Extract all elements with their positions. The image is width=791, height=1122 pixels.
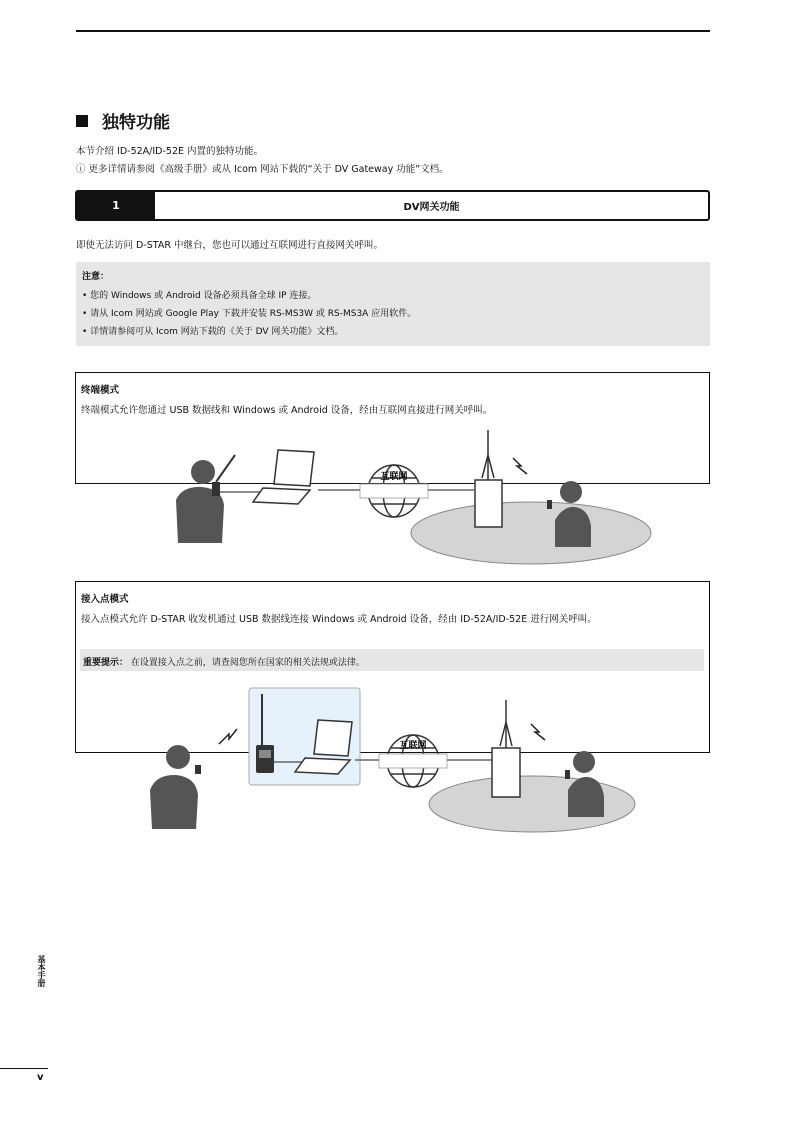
laptop-icon xyxy=(253,450,314,504)
internet-label-bg xyxy=(360,484,428,498)
section-label: DV网关功能 xyxy=(403,202,460,213)
coverage-area xyxy=(429,776,635,832)
terminal-mode-title: 终端模式 xyxy=(81,385,120,396)
signal-icon xyxy=(531,724,545,740)
access-point-body: 接入点模式允许 D-STAR 收发机通过 USB 数据线连接 Windows 或 Android 设备，经由 ID-52A/ID-52E 进行网关呼叫。 xyxy=(81,614,597,625)
access-point-diagram xyxy=(150,688,635,832)
access-point-title: 接入点模式 xyxy=(81,594,129,605)
operator-person-icon xyxy=(176,455,235,543)
page-number: v xyxy=(37,1072,44,1083)
section-lead: 即使无法访问 D-STAR 中继台，您也可以通过互联网进行直接网关呼叫。 xyxy=(76,240,383,251)
important-label: 重要提示： xyxy=(83,658,129,668)
coverage-area xyxy=(411,502,651,564)
terminal-diagram xyxy=(176,430,651,564)
operator-person-icon xyxy=(150,745,201,829)
page-title-text: 独特功能 xyxy=(102,113,170,133)
note-item: • 请从 Icom 网站或 Google Play 下载并安装 RS-MS3W 或 RS-MS3A 应用软件。 xyxy=(82,306,704,319)
internet-label: 互联网 xyxy=(399,741,427,751)
note-item: • 详情请参阅可从 Icom 网站下载的《关于 DV 网关功能》文档。 xyxy=(82,324,704,337)
terminal-mode-body: 终端模式允许您通过 USB 数据线和 Windows 或 Android 设备，经由互联网直接进行网关呼叫。 xyxy=(81,405,493,416)
important-text: 在设置接入点之前，请查阅您所在国家的相关法规或法律。 xyxy=(130,658,365,668)
internet-label: 互联网 xyxy=(380,472,408,482)
repeater-tower-icon xyxy=(475,430,502,527)
note-heading: 注意： xyxy=(82,272,110,282)
internet-label-bg xyxy=(379,754,447,768)
footer-rule xyxy=(0,1068,48,1069)
intro-line-2: ⓘ 更多详情请参阅《高级手册》或从 Icom 网站下载的“关于 DV Gateway 功能”文档。 xyxy=(76,164,449,175)
signal-icon xyxy=(219,729,237,744)
signal-icon xyxy=(513,458,527,474)
side-label: 基本手册 xyxy=(37,955,46,987)
intro-line-1: 本节介绍 ID-52A/ID-52E 内置的独特功能。 xyxy=(76,146,264,157)
repeater-tower-icon xyxy=(492,700,520,797)
note-item: • 您的 Windows 或 Android 设备必须具备全球 IP 连接。 xyxy=(82,288,704,301)
section-number: 1 xyxy=(77,192,155,219)
